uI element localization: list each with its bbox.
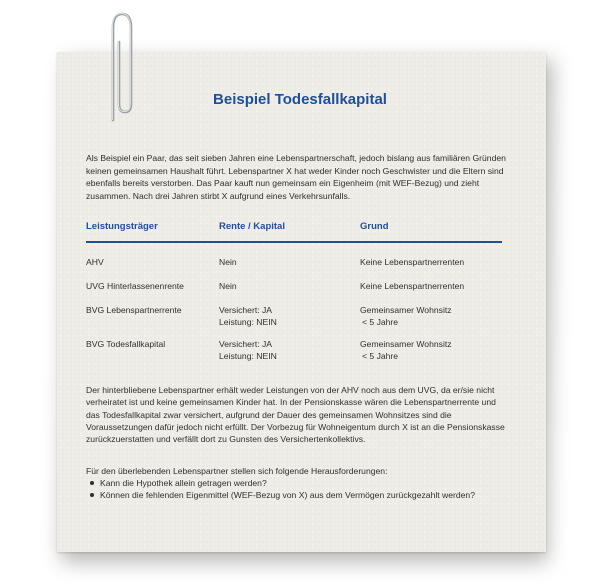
challenges-list bbox=[86, 477, 516, 502]
row-uvg-grund: Keine Lebenspartnerrenten bbox=[360, 281, 465, 291]
row-ahv-traeger: AHV bbox=[86, 257, 104, 267]
row-bvg-rente-grund-2: < 5 Jahre bbox=[362, 317, 399, 327]
row-bvg-kapital-grund-1: Gemeinsamer Wohnsitz bbox=[360, 339, 452, 349]
row-bvg-kapital-grund-2: < 5 Jahre bbox=[362, 351, 399, 361]
row-bvg-rente-traeger: BVG Lebenspartnerrente bbox=[86, 305, 182, 315]
list-item: Kann die Hypothek allein getragen werden? bbox=[86, 477, 516, 489]
intro-paragraph: Als Beispiel ein Paar, das seit sieben Jahren eine Lebenspartnerschaft, jedoch bislang aus familiären Gründen keinen gemeinsamen Haushalt führt. Lebenspartner X hat weder Kinder noch Geschwister und die Eltern sind ebenfalls bereits verstorben. Das Paar kauft nun gemeinsam ein Eigenheim (mit WEF-Bezug) und zieht zusammen. Nach drei Jahren stirbt X aufgrund eines Verkehrsunfalls. bbox=[86, 153, 506, 201]
row-bvg-kapital-leistung: Leistung: NEIN bbox=[219, 351, 277, 361]
list-item: Können die fehlenden Eigenmittel (WEF-Bezug von X) aus dem Vermögen zurückgezahlt werden? bbox=[86, 489, 516, 501]
row-bvg-kapital-versichert: Versichert: JA bbox=[219, 339, 273, 349]
row-bvg-rente-versichert: Versichert: JA bbox=[219, 305, 273, 315]
row-uvg-rente: Nein bbox=[219, 281, 237, 291]
page-title: Beispiel Todesfallkapital bbox=[213, 91, 387, 108]
col-header-grund: Grund bbox=[360, 221, 389, 232]
row-ahv-grund: Keine Lebenspartnerrenten bbox=[360, 257, 465, 267]
header-rule bbox=[86, 241, 502, 243]
col-header-rente: Rente / Kapital bbox=[219, 221, 285, 232]
paperclip-icon bbox=[104, 8, 140, 128]
challenges-lead: Für den überlebenden Lebenspartner stellen sich folgende Herausforderungen: bbox=[86, 466, 388, 476]
row-uvg-traeger: UVG Hinterlassenenrente bbox=[86, 281, 184, 291]
row-ahv-rente: Nein bbox=[219, 257, 237, 267]
row-bvg-rente-grund-1: Gemeinsamer Wohnsitz bbox=[360, 305, 452, 315]
row-bvg-rente-leistung: Leistung: NEIN bbox=[219, 317, 277, 327]
row-bvg-kapital-traeger: BVG Todesfallkapital bbox=[86, 339, 166, 349]
col-header-traeger: Leistungsträger bbox=[86, 221, 158, 232]
conclusion-paragraph: Der hinterbliebene Lebenspartner erhält weder Leistungen von der AHV noch aus dem UVG, da er/sie nicht verheiratet ist und keine gemeinsamen Kinder hat. In der Pensionskasse wären die Lebenspartnerrente und das Todesfallkapital zwar versichert, aufgrund der Dauer des gemeinsamen Wohnsitzes sind die Voraussetzungen dafür jedoch nicht erfüllt. Der Vorbezug für Wohneigentum durch X ist an die Pensionskasse zurückzuerstatten und verfällt dort zu Gunsten des Versichertenkollektivs. bbox=[86, 385, 505, 445]
